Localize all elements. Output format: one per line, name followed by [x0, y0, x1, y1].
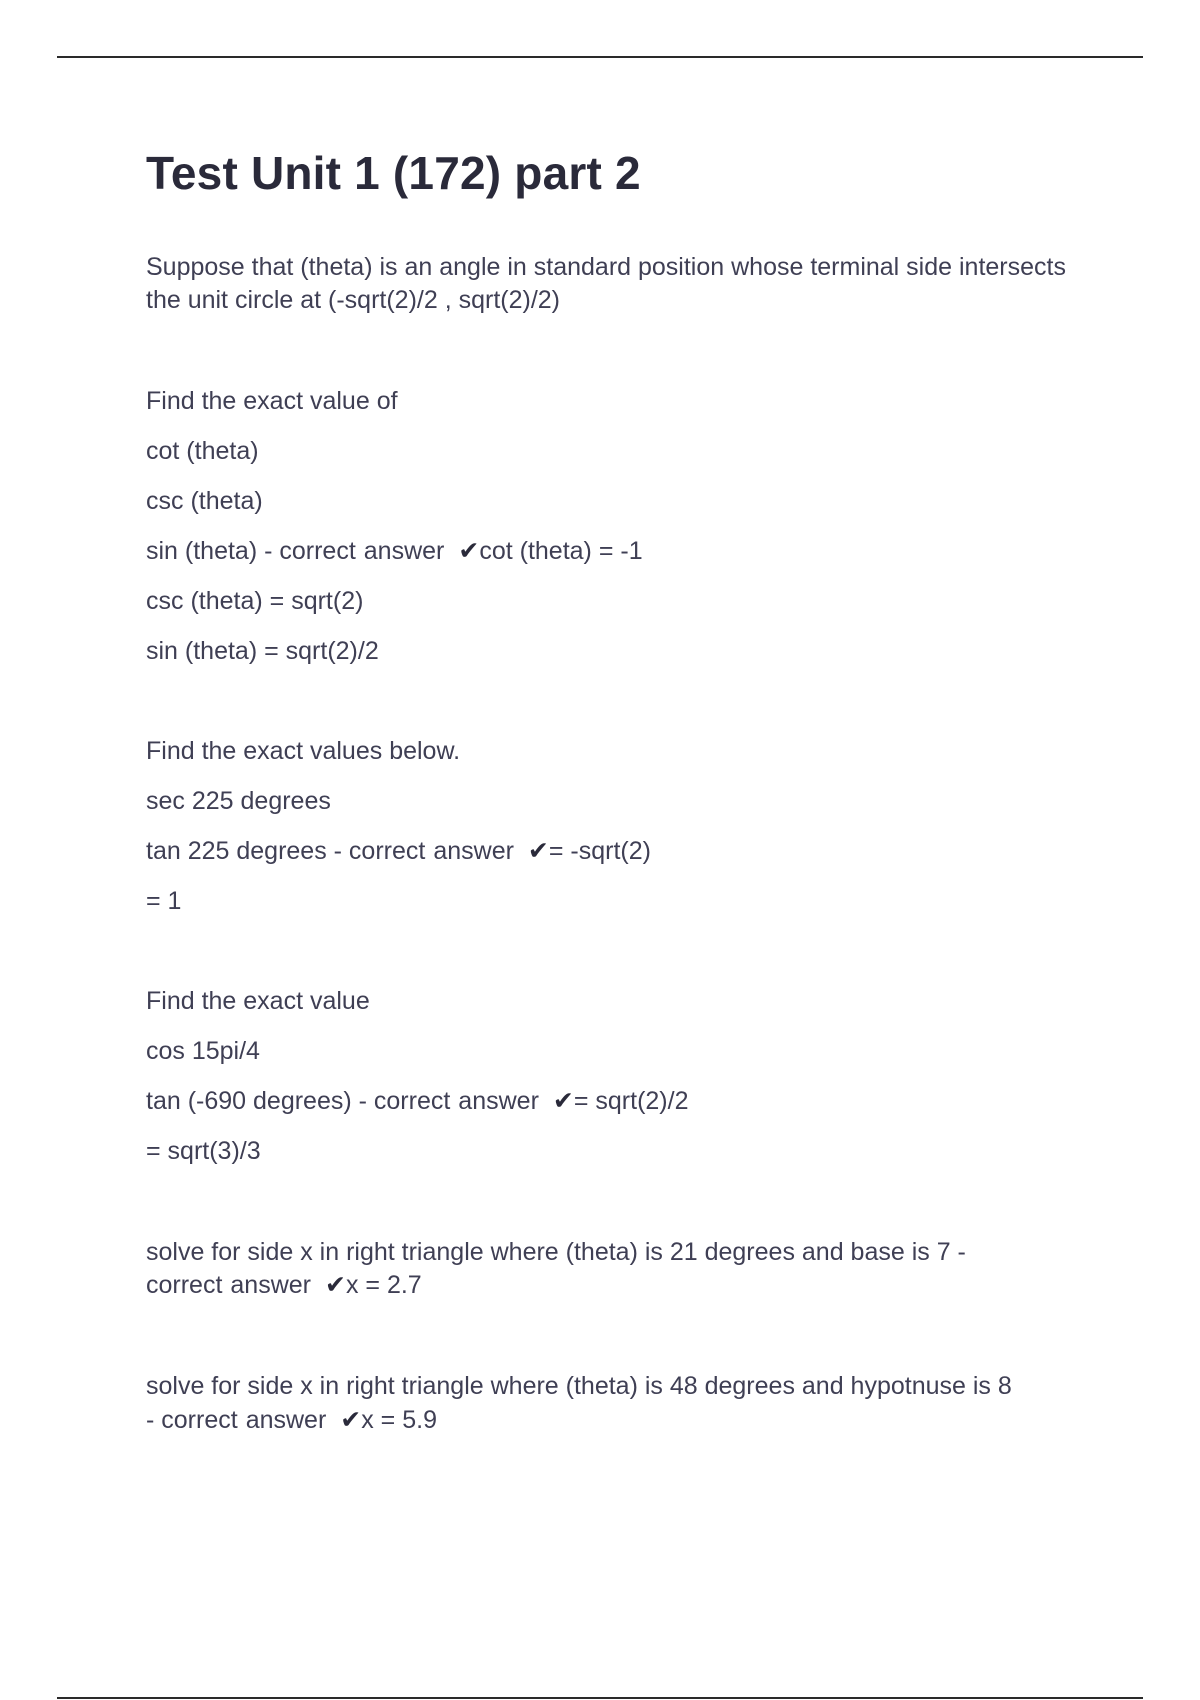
question-2-line: sec 225 degrees	[146, 787, 331, 815]
question-5-answer: x = 5.9	[361, 1406, 437, 1434]
question-2-answer-prefix: tan 225 degrees - correct	[146, 837, 426, 865]
checkmark-icon: ✔	[325, 1271, 346, 1299]
question-2-line: Find the exact values below.	[146, 737, 461, 765]
checkmark-icon: ✔	[340, 1406, 362, 1434]
question-2-answer-line: = 1	[146, 887, 182, 915]
question-3-answer-prefix: tan (-690 degrees) - correct	[146, 1087, 451, 1115]
question-4-line: solve for side x in right triangle where (theta) is 21 degrees and base is 7 -	[146, 1238, 966, 1266]
answer-word: answer	[230, 1271, 311, 1299]
question-1-answer-line: sin (theta) = sqrt(2)/2	[146, 637, 379, 665]
question-2-answer: = -sqrt(2)	[548, 837, 651, 865]
checkmark-icon: ✔	[527, 837, 549, 865]
document-title: Test Unit 1 (172) part 2	[146, 147, 641, 199]
question-2-answer-line	[146, 835, 651, 868]
question-4-answer-line	[146, 1269, 422, 1302]
question-4-answer-prefix: correct	[146, 1271, 223, 1299]
question-1-answer-line: csc (theta) = sqrt(2)	[146, 587, 364, 615]
top-divider	[57, 56, 1143, 58]
question-1-prompt: Suppose that (theta) is an angle in standard position whose terminal side intersects the unit circle at (-sqrt(2)/2 , sqrt(2)/2)	[146, 253, 1066, 314]
answer-word: answer	[433, 837, 514, 865]
answer-word: answer	[363, 537, 445, 565]
question-1-line: Find the exact value of	[146, 387, 398, 415]
question-1-line: csc (theta)	[146, 487, 263, 515]
question-1-answer-line	[146, 535, 643, 568]
answer-word: answer	[245, 1406, 327, 1434]
question-1-answer: cot (theta) = -1	[479, 537, 643, 565]
checkmark-icon: ✔	[552, 1087, 574, 1115]
question-3-answer-line	[146, 1085, 688, 1118]
answer-word: answer	[458, 1087, 539, 1115]
question-3-answer-line: = sqrt(3)/3	[146, 1137, 261, 1165]
question-1-answer-prefix: sin (theta) - correct	[146, 537, 356, 565]
question-3-line: Find the exact value	[146, 987, 370, 1015]
question-3-line: cos 15pi/4	[146, 1037, 260, 1065]
question-5-answer-prefix: - correct	[146, 1406, 238, 1434]
checkmark-icon: ✔	[458, 537, 480, 565]
question-4-answer: x = 2.7	[345, 1271, 422, 1299]
question-3-answer: = sqrt(2)/2	[573, 1087, 689, 1115]
bottom-divider	[57, 1697, 1143, 1699]
question-1-line: cot (theta)	[146, 437, 259, 465]
question-5-answer-line	[146, 1404, 437, 1437]
question-5-line: solve for side x in right triangle where (theta) is 48 degrees and hypotnuse is 8	[146, 1372, 1012, 1400]
